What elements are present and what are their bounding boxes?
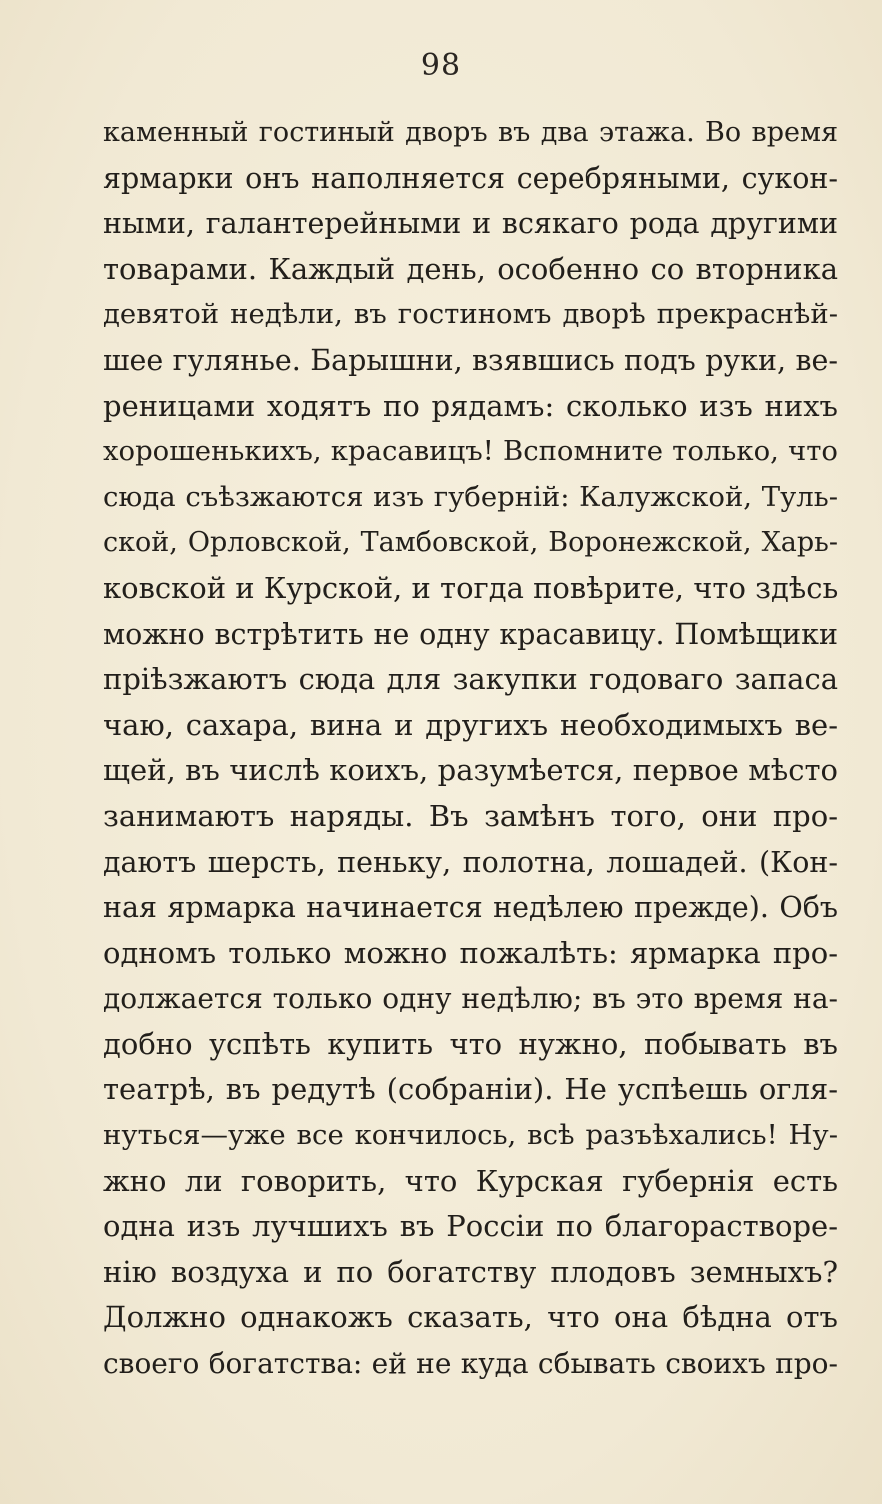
text-line: сюда съѣзжаются изъ губерній: Калужской, Туль-: [103, 480, 838, 513]
text-line: хорошенькихъ, красавицъ! Вспомните только, что: [103, 435, 838, 468]
text-line: чаю, сахара, вина и другихъ необходимыхъ ве-: [103, 707, 838, 742]
text-line: своего богатства: ей не куда сбывать своихъ про-: [103, 1347, 838, 1381]
body-text: [103, 110, 838, 1387]
text-line: девятой недѣли, въ гостиномъ дворѣ прекраснѣй-: [103, 298, 838, 331]
text-line: нію воздуха и по богатству плодовъ земныхъ?: [103, 1254, 838, 1289]
text-line: каменный гостиный дворъ въ два этажа. Во время: [103, 117, 838, 148]
text-line: ковской и Курской, и тогда повѣрите, что здѣсь: [103, 570, 838, 605]
text-line: ная ярмарка начинается недѣлею прежде). Объ: [103, 891, 838, 925]
text-line: занимаютъ наряды. Въ замѣнъ того, они про-: [103, 798, 838, 833]
text-line: можно встрѣтить не одну красавицу. Помѣщики: [103, 617, 838, 651]
text-line: ской, Орловской, Тамбовской, Воронежской, Харь-: [103, 527, 838, 559]
text-line: реницами ходятъ по рядамъ: сколько изъ нихъ: [103, 388, 838, 423]
text-line: Должно однакожъ сказать, что она бѣдна отъ: [103, 1300, 838, 1335]
text-line: должается только одну недѣлю; въ это время на-: [103, 982, 838, 1016]
text-line: одномъ только можно пожалѣть: ярмарка про-: [103, 935, 838, 970]
text-line: ными, галантерейными и всякаго рода другими: [103, 207, 838, 241]
text-line: шее гулянье. Барышни, взявшись подъ руки, ве-: [103, 343, 838, 377]
text-line: нуться—уже все кончилось, всѣ разъѣхались! Ну-: [103, 1119, 838, 1152]
page-number: 98: [420, 48, 462, 83]
text-line: театрѣ, въ редутѣ (собраніи). Не успѣешь огля-: [103, 1072, 838, 1107]
text-line: пріѣзжаютъ сюда для закупки годоваго запаса: [103, 662, 838, 697]
text-line: добно успѣть купить что нужно, побывать въ: [103, 1026, 838, 1061]
text-line: жно ли говорить, что Курская губернія есть: [103, 1163, 838, 1198]
text-line: ярмарки онъ наполняется серебряными, сукон-: [103, 161, 838, 195]
text-line: щей, въ числѣ коихъ, разумѣется, первое мѣсто: [103, 753, 838, 788]
text-line: товарами. Каждый день, особенно со вторника: [103, 251, 838, 286]
text-line: даютъ шерсть, пеньку, полотна, лошадей. (Кон-: [103, 845, 838, 879]
text-line: одна изъ лучшихъ въ Россіи по благорастворе-: [103, 1209, 838, 1244]
